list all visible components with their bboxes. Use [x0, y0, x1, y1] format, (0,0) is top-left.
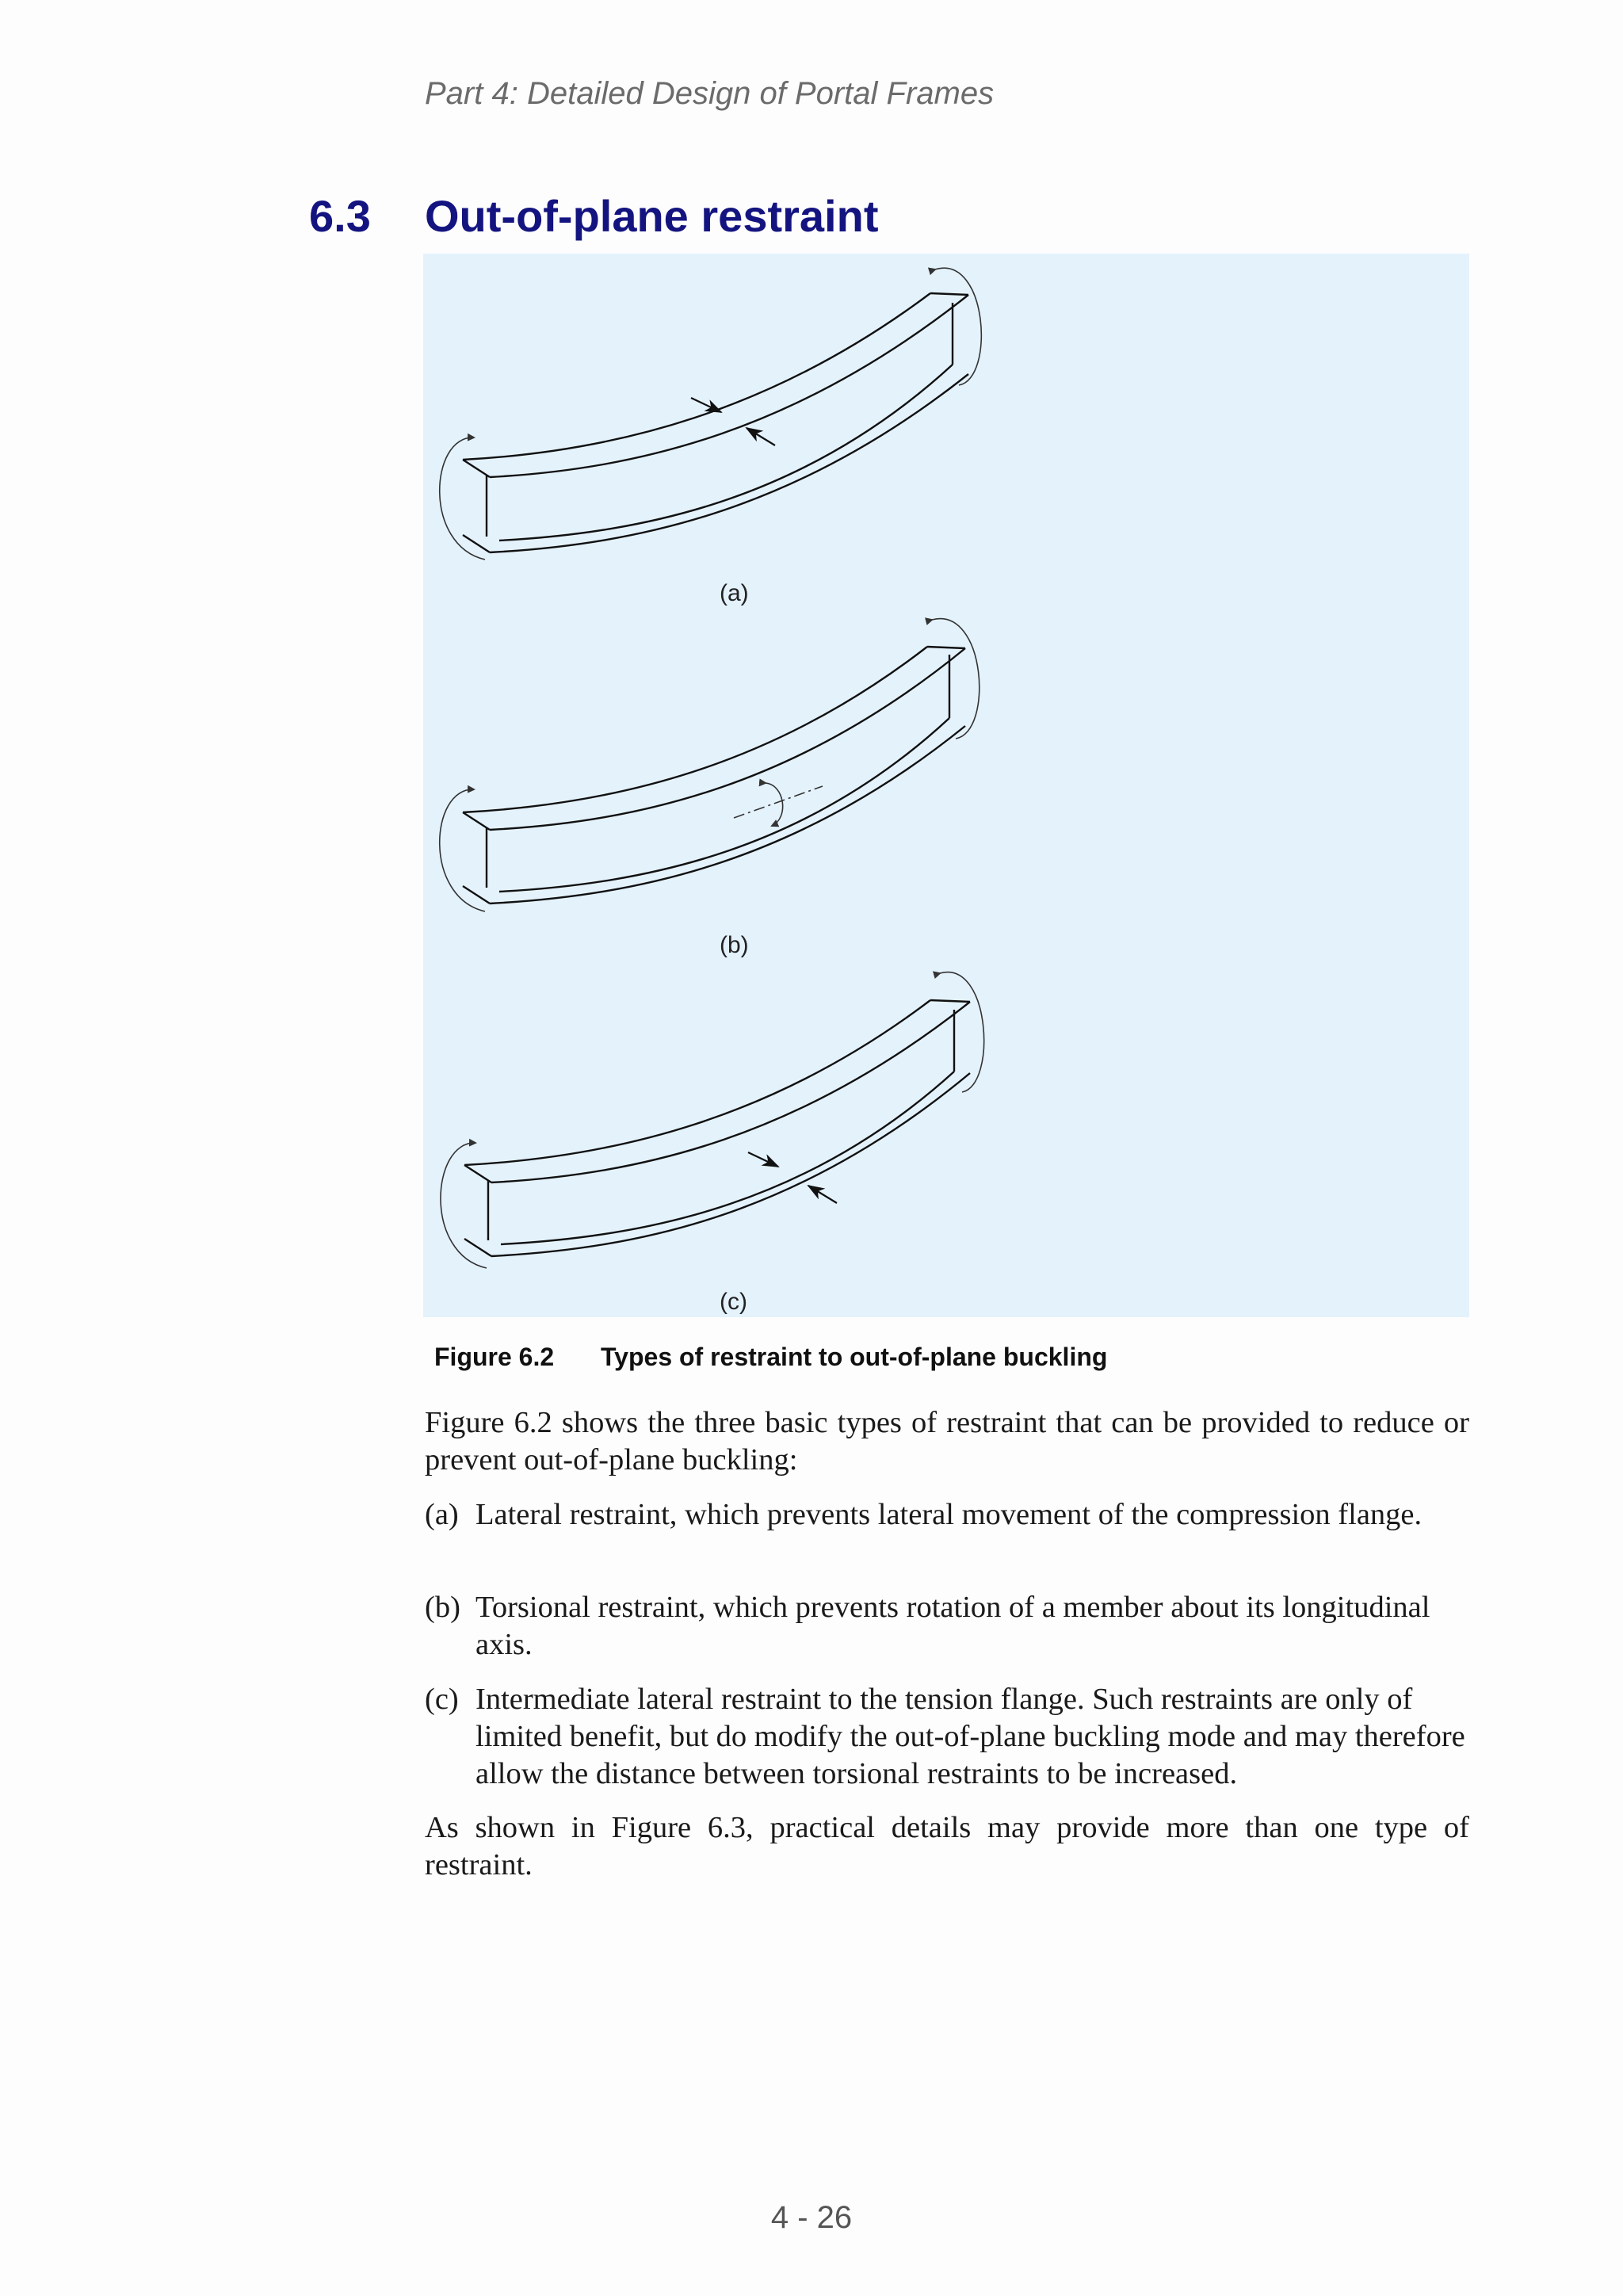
figure-panel — [423, 254, 1469, 1317]
list-item-text: Torsional restraint, which prevents rotation of a member about its longitudinal axis. — [475, 1591, 1430, 1661]
figure-caption-title: Types of restraint to out-of-plane buckling — [601, 1343, 1108, 1371]
beam-diagrams — [423, 254, 1469, 1317]
sub-figure-label-a: (a) — [720, 580, 749, 606]
figure-caption-number: Figure 6.2 — [434, 1343, 555, 1371]
closing-paragraph: As shown in Figure 6.3, practical details may provide more than one type of restraint. — [425, 1811, 1469, 1881]
list-item-marker: (a) — [425, 1498, 459, 1531]
sub-figure-label-c: (c) — [720, 1289, 747, 1315]
list-item-text: Intermediate lateral restraint to the tension flange. Such restraints are only of limited benefit, but do modify the out-of-plane buckling mode and may therefore allow the distance between torsional restraints to be increased. — [475, 1683, 1465, 1790]
list-item — [425, 1496, 1469, 1571]
list-item — [425, 1589, 1469, 1664]
list-item-text: Lateral restraint, which prevents lateral movement of the compression flange. — [475, 1498, 1423, 1531]
page-number: 4 - 26 — [770, 2200, 853, 2235]
list-item — [425, 1681, 1469, 1793]
figure-caption — [434, 1343, 1107, 1372]
list-item-marker: (b) — [425, 1591, 460, 1624]
section-number: 6.3 — [309, 191, 371, 241]
sub-figure-label-b: (b) — [720, 932, 749, 958]
beam-diagram-b — [440, 619, 980, 911]
beam-diagram-c — [441, 972, 984, 1268]
running-header: Part 4: Detailed Design of Portal Frames — [425, 76, 995, 111]
beam-diagram-a — [440, 268, 982, 560]
section-title: Out-of-plane restraint — [425, 191, 879, 241]
list-item-marker: (c) — [425, 1683, 459, 1716]
intro-paragraph: Figure 6.2 shows the three basic types of restraint that can be provided to reduce or prevent out-of-plane buckling: — [425, 1406, 1469, 1477]
